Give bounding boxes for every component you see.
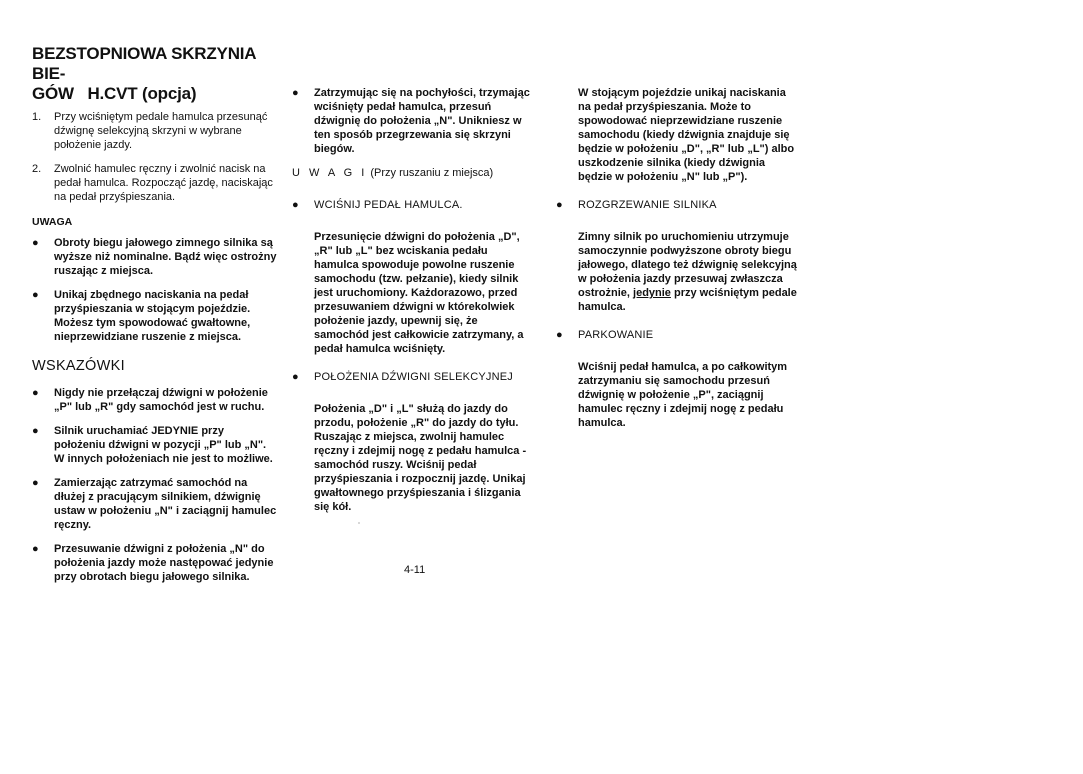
polozenia-paragraph: Położenia „D" i „L" służą do jazdy do przodu, położenie „R" do jazdy do tyłu. Ruszając z miejsca, zwolnij hamulec ręczny i zdejmij nogę z pedału hamulca - samochód ruszy. Wciśnij pedał przyśpieszania i rozpocznij jazdę. Unikaj gwałtownego przyśpieszania i ślizgania się kół. [314,403,527,513]
wskazowki-bullet [32,424,278,466]
step-text: Przy wciśniętym pedale hamulca przesunąć dźwignę selekcyjną skrzyni w wybrane położenie jazdy. [54,111,268,151]
bullet-icon: ● [32,425,39,437]
rozgrzewanie-paragraph [556,230,800,314]
uwagi-label: U W A G I [292,167,368,179]
bullet-icon: ● [32,237,39,249]
bullet-icon: ● [32,289,39,301]
bullet-icon: ● [292,199,299,211]
wskazowki-bullet [32,542,278,584]
intro-paragraph: W stojącym pojeździe unikaj naciskania na pedał przyśpieszania. Może to spowodować nieprzewidziane ruszenie samochodu (kiedy dźwignia znajduje się będzie w położeniu „D", „R" lub „L") albo uszkodzenie silnika (kiedy dźwignia będzie w położeniu „N" lub „P"). [578,87,795,183]
bullet-text: Zatrzymując się na pochyłości, trzymając wciśnięty pedał hamulca, przesuń dźwignię do położenia „N". Unikniesz w ten sposób przegrzewania się skrzyni biegów. [314,87,530,155]
right-column [556,86,800,444]
polozenia-header [292,370,532,384]
wskazowki-bullet [32,386,278,414]
bullet-text: Silnik uruchamiać JEDYNIE przy położeniu dźwigni w pozycji „P" lub „N". W innych położeniach nie jest to możliwe. [54,425,273,465]
step-2 [32,162,278,204]
bullet-icon: ● [32,543,39,555]
bullet-icon: ● [292,371,299,383]
uwaga-label: UWAGA [32,216,73,228]
uwagi-note: (Przy ruszaniu z miejsca) [370,167,494,179]
paragraph-start: Zimny silnik po uruchomieniu utrzymuje samoczynnie podwyższone obroty biegu jałowego, dlatego też dźwignię selekcyjną w położenia jazdy przesuwaj zwłaszcza ostrożnie, [578,231,797,299]
bullet-text: Nigdy nie przełączaj dźwigni w położenie „P" lub „R" gdy samochód jest w ruchu. [54,387,268,413]
step-number: 2. [32,163,42,175]
header-text: WCIŚNIJ PEDAŁ HAMULCA. [314,199,463,211]
page-title [32,44,278,104]
bullet-text: Obroty biegu jałowego zimnego silnika są wyższe niż nominalne. Bądź więc ostrożny ruszając z miejsca. [54,237,277,277]
parkowanie-paragraph: Wciśnij pedał hamulca, a po całkowitym zatrzymaniu się samochodu przesuń dźwignię w położenie „P", zaciągnij hamulec ręczny i zdejmij nogę z pedału hamulca. [578,361,788,429]
wcisnij-paragraph: Przesunięcie dźwigni do położenia „D", „R" lub „L" bez wciskania pedału hamulca spowoduje powolne ruszenie samochodu (tzw. pełzanie), kiedy silnik jest uruchomiony. Każdorazowo, przed przesuwaniem dźwigni w którekolwiek położenie jazdy, upewnij się, że samochód jest całkowicie zatrzymany, a pedał hamulca wciśnięty. [314,231,524,355]
bullet-icon: ● [32,387,39,399]
page-number: 4-11 [404,564,426,576]
bullet-icon: ● [292,87,299,99]
parkowanie-header [556,328,800,342]
title-line-1: BEZSTOPNIOWA SKRZYNIA BIE- [32,44,256,83]
underlined-word: jedynie [633,287,671,299]
uwagi-line [292,166,532,180]
paragraph-end: przy wciśniętym pedale hamulca. [578,287,797,313]
step-number: 1. [32,111,42,123]
bullet-icon: ● [32,477,39,489]
slope-bullet [292,86,532,156]
bullet-text: Unikaj zbędnego naciskania na pedał przyśpieszania w stojącym pojeździe. Możesz tym spowodować gwałtowne, nieprzewidziane ruszenie z miejsca. [54,289,251,343]
title-line-2: GÓW H.CVT (opcja) [32,84,197,103]
left-column [32,44,278,594]
step-text: Zwolnić hamulec ręczny i zwolnić nacisk na pedał hamulca. Rozpocząć jazdę, naciskając na pedał przyśpieszania. [54,163,273,203]
bullet-icon: ● [556,329,563,341]
bullet-text: Przesuwanie dźwigni z położenia „N" do położenia jazdy może następować jedynie przy obrotach biegu jałowego silnika. [54,543,274,583]
middle-column [292,86,532,528]
scan-speck [358,522,360,524]
rozgrzewanie-header [556,198,800,212]
wskazowki-heading: WSKAZÓWKI [32,358,125,374]
bullet-icon: ● [556,199,563,211]
step-1 [32,110,278,152]
uwaga-bullet [32,236,278,278]
wskazowki-bullet [32,476,278,532]
uwaga-bullet [32,288,278,344]
bullet-text: Zamierzając zatrzymać samochód na dłużej z pracującym silnikiem, dźwignię ustaw w położeniu „N" i zaciągnij hamulec ręczny. [54,477,277,531]
header-text: ROZGRZEWANIE SILNIKA [578,199,717,211]
wcisnij-header [292,198,532,212]
header-text: PARKOWANIE [578,329,654,341]
header-text: POŁOŻENIA DŹWIGNI SELEKCYJNEJ [314,371,513,383]
